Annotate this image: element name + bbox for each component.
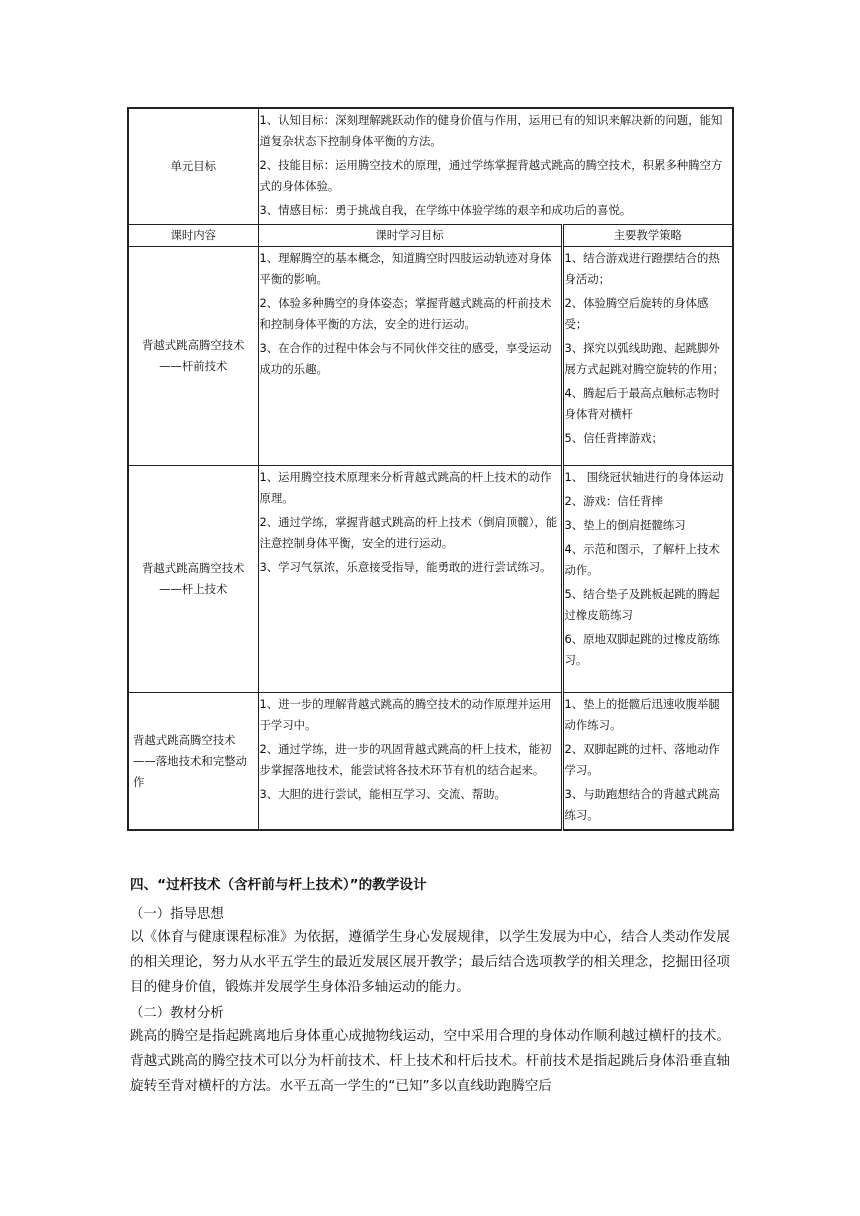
- strategy-item: 1、垫上的挺髋后迅速收腹举腿动作练习。: [564, 697, 720, 732]
- unit-goal-item: 3、情感目标：勇于挑战自我，在学练中体验学练的艰辛和成功后的喜悦。: [259, 203, 632, 217]
- strategy-item: 2、双脚起跳的过杆、落地动作学习。: [564, 742, 720, 777]
- lesson-content: 背越式跳高腾空技术——杆上技术: [128, 466, 258, 693]
- lesson-strategies: [562, 247, 733, 466]
- goal-item: 1、理解腾空的基本概念，知道腾空时四肢运动轨迹对身体平衡的影响。: [259, 251, 552, 286]
- lesson-goals: [258, 693, 562, 831]
- guiding-thought-paragraph: 以《体育与健康课程标准》为依据，遵循学生身心发展规律，以学生发展为中心，结合人类动作发展的相关理论，努力从水平五学生的最近发展区展开教学；最后结合选项教学的相关理念，挖掘田径项目的健身价值，锻炼并发展学生身体沿多轴运动的能力。: [130, 929, 730, 995]
- goal-item: 2、通过学练，进一步的巩固背越式跳高的杆上技术，能初步掌握落地技术，能尝试将各技术环节有机的结合起来。: [259, 742, 552, 777]
- unit-plan-table: [127, 107, 734, 831]
- unit-goal-item: 2、技能目标：运用腾空技术的原理，通过学练掌握背越式跳高的腾空技术，积累多种腾空方式的身体体验。: [259, 158, 723, 193]
- subsection-heading-material-analysis: （二）教材分析: [130, 1006, 224, 1021]
- header-goals: 课时学习目标: [258, 225, 562, 247]
- unit-goal-item: 1、认知目标：深刻理解跳跃动作的健身价值与作用，运用已有的知识来解决新的问题，能知道复杂状态下控制身体平衡的方法。: [259, 113, 723, 148]
- strategy-item: 3、探究以弧线助跑、起跳脚外展方式起跳对腾空旋转的作用；: [564, 341, 724, 376]
- strategy-item: 4、腾起后于最高点触标志物时身体背对横杆: [564, 386, 720, 421]
- header-strategies: 主要教学策略: [562, 225, 733, 247]
- strategy-item: 4、示范和图示，了解杆上技术动作。: [564, 542, 720, 577]
- header-content: 课时内容: [128, 225, 258, 247]
- lesson-content: 背越式跳高腾空技术——落地技术和完整动作: [128, 693, 258, 831]
- strategy-item: 2、游戏：信任背摔: [564, 494, 663, 508]
- unit-goal-row: [128, 108, 733, 225]
- unit-goal-label: 单元目标: [128, 108, 258, 225]
- strategy-item: 2、体验腾空后旋转的身体感受；: [564, 296, 709, 331]
- goal-item: 3、学习气氛浓，乐意接受指导，能勇敢的进行尝试练习。: [259, 560, 552, 574]
- strategy-item: 6、原地双脚起跳的过橡皮筋练习。: [564, 632, 720, 667]
- lesson-strategies: [562, 693, 733, 831]
- strategy-item: 5、信任背摔游戏；: [564, 431, 663, 445]
- goal-item: 1、运用腾空技术原理来分析背越式跳高的杆上技术的动作原理。: [259, 470, 552, 505]
- strategy-item: 1、结合游戏进行蹬摆结合的热身活动；: [564, 251, 720, 286]
- lesson-row-3: [128, 693, 733, 831]
- lesson-strategies: [562, 466, 733, 693]
- goal-item: 1、进一步的理解背越式跳高的腾空技术的动作原理并运用于学习中。: [259, 697, 552, 732]
- lesson-row-1: [128, 247, 733, 466]
- lesson-row-2: [128, 466, 733, 693]
- material-analysis-paragraph: 跳高的腾空是指起跳离地后身体重心成抛物线运动，空中采用合理的身体动作顺利越过横杆的技术。背越式跳高的腾空技术可以分为杆前技术、杆上技术和杆后技术。杆前技术是指起跳后身体沿垂直轴旋转至背对横杆的方法。水平五高一学生的“已知”多以直线助跑腾空后: [130, 1028, 730, 1094]
- strategy-item: 3、垫上的倒肩挺髋练习: [564, 518, 686, 532]
- lesson-content: 背越式跳高腾空技术——杆前技术: [128, 247, 258, 466]
- section-heading: 四、“过杆技术（含杆前与杆上技术）”的教学设计: [130, 877, 427, 893]
- lesson-goals: [258, 466, 562, 693]
- goal-item: 2、通过学练，掌握背越式跳高的杆上技术（倒肩顶髋），能注意控制身体平衡，安全的进行运动。: [259, 515, 558, 550]
- strategy-item: 3、与助跑想结合的背越式跳高练习。: [564, 787, 720, 822]
- subsection-heading-guiding-thought: （一）指导思想: [130, 907, 224, 922]
- goal-item: 3、在合作的过程中体会与不同伙伴交往的感受，享受运动成功的乐趣。: [259, 341, 552, 376]
- goal-item: 3、大胆的进行尝试，能相互学习、交流、帮助。: [259, 787, 506, 801]
- unit-goal-items: [258, 108, 733, 225]
- strategy-item: 1、 围绕冠状轴进行的身体运动: [564, 470, 724, 484]
- goal-item: 2、体验多种腾空的身体姿态；掌握背越式跳高的杆前技术和控制身体平衡的方法，安全的进行运动。: [259, 296, 552, 331]
- header-row: [128, 225, 733, 247]
- lesson-goals: [258, 247, 562, 466]
- strategy-item: 5、结合垫子及跳板起跳的腾起过橡皮筋练习: [564, 587, 720, 622]
